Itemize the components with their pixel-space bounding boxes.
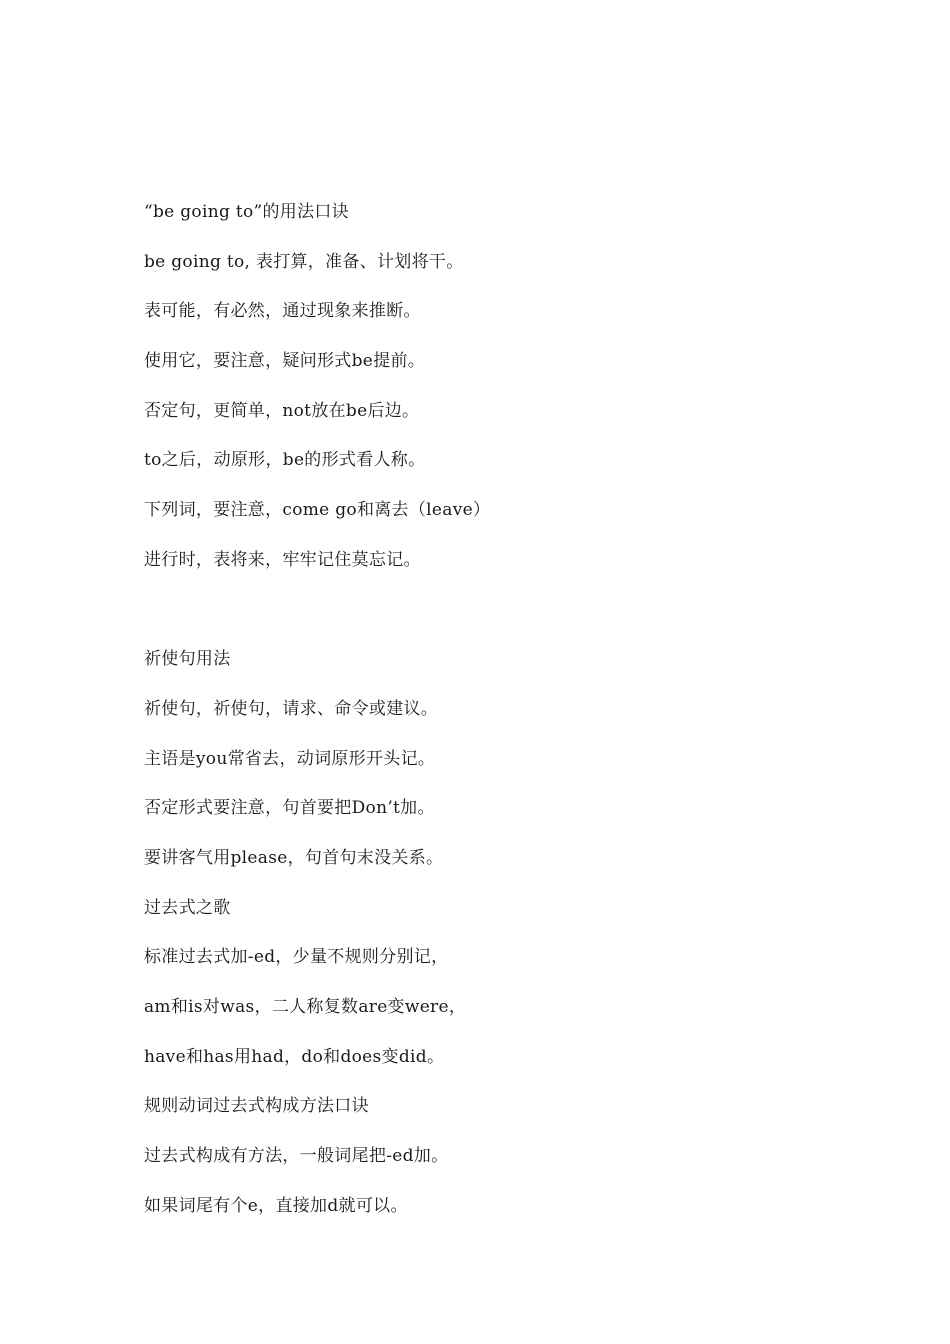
rhyme-line: 过去式构成有方法，一般词尾把-ed加。 (144, 1146, 449, 1167)
rhyme-line: 进行时，表将来，牢牢记住莫忘记。 (144, 549, 421, 570)
rhyme-line: have和has用had，do和does变did。 (144, 1046, 445, 1067)
section-title-past-song: 过去式之歌 (144, 897, 231, 918)
rhyme-line: 如果词尾有个e，直接加d就可以。 (144, 1195, 408, 1216)
rhyme-line: 要讲客气用please，句首句末没关系。 (144, 847, 444, 868)
rhyme-line: to之后，动原形，be的形式看人称。 (144, 450, 426, 471)
rhyme-line: 主语是you常省去，动词原形开头记。 (144, 748, 436, 769)
section-title-regular-past: 规则动词过去式构成方法口诀 (144, 1096, 369, 1117)
rhyme-line: 祈使句，祈使句，请求、命令或建议。 (144, 698, 439, 719)
rhyme-line: am和is对was，二人称复数are变were， (144, 997, 467, 1017)
rhyme-line: 否定句，更简单，not放在be后边。 (144, 400, 420, 421)
rhyme-line: 表可能，有必然，通过现象来推断。 (144, 301, 421, 322)
rhyme-line: 下列词，要注意，come go和离去（leave） (144, 500, 491, 521)
document-body (144, 199, 864, 1242)
rhyme-line: 标准过去式加-ed，少量不规则分别记， (144, 947, 449, 968)
section-title-imperative: 祈使句用法 (144, 649, 231, 670)
section-title-be-going-to: “be going to”的用法口诀 (144, 202, 349, 222)
section-spacer (144, 597, 864, 647)
rhyme-line: 否定形式要注意，句首要把Don’t加。 (144, 798, 435, 819)
rhyme-line: be going to, 表打算，准备、计划将干。 (144, 251, 464, 272)
rhyme-line: 使用它，要注意，疑问形式be提前。 (144, 351, 426, 372)
